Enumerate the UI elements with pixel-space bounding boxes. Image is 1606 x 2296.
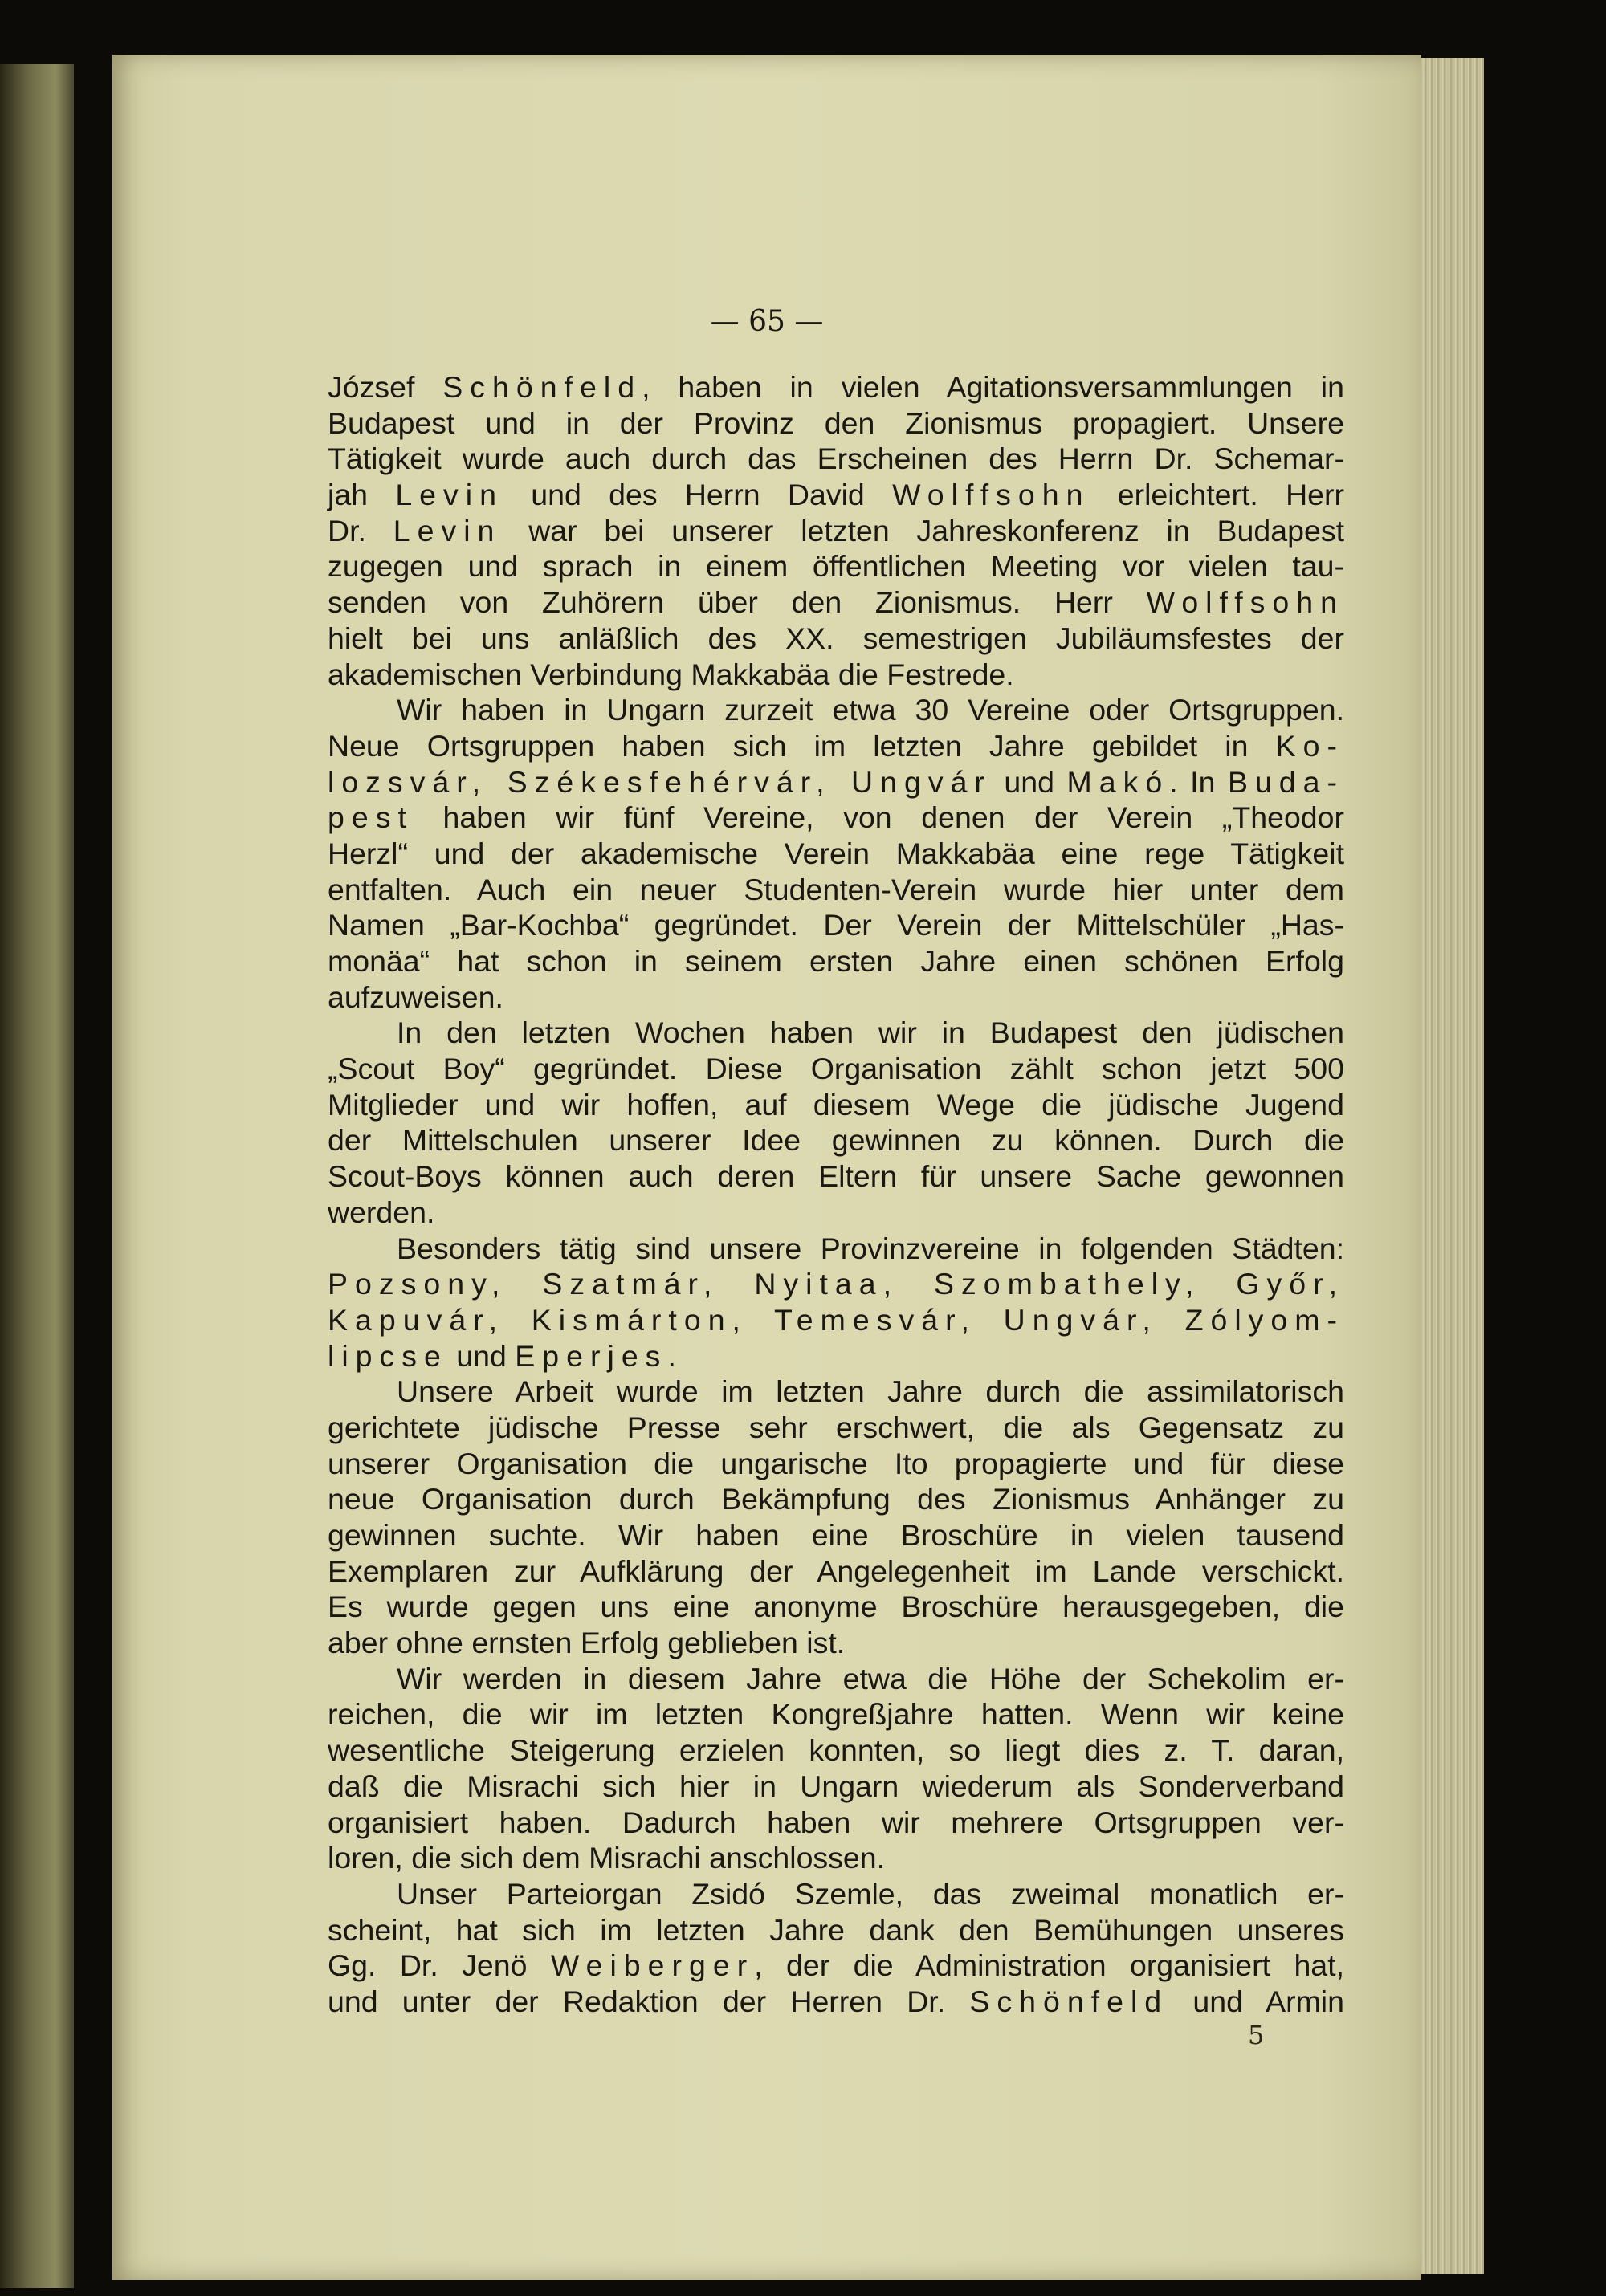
text-line bbox=[328, 872, 1344, 908]
text-line bbox=[328, 1769, 1344, 1805]
text-run: „Scout Boy“ gegründet. Diese Organisation zählt schon jetzt 500 bbox=[328, 1052, 1344, 1086]
text-line bbox=[328, 1051, 1344, 1087]
text-line bbox=[328, 477, 1344, 513]
spaced-name: Wolffsohn bbox=[892, 478, 1090, 512]
text-run: und unter der Redaktion der Herren Dr. bbox=[328, 1984, 970, 2018]
page-edges bbox=[1421, 58, 1484, 2274]
text-run: erleichtert. Herr bbox=[1090, 478, 1344, 512]
spaced-name: Levin bbox=[393, 513, 502, 548]
text-run: , haben in vielen Agitationsversammlungen in bbox=[642, 370, 1344, 404]
text-run: und Armin bbox=[1168, 1984, 1344, 2018]
text-run: Es wurde gegen uns eine anonyme Broschüre herausgegeben, die bbox=[328, 1590, 1344, 1624]
text-line bbox=[328, 1374, 1344, 1410]
text-run: unserer Organisation die ungarische Ito propagierte und für diese bbox=[328, 1446, 1344, 1480]
text-run: und des Herrn David bbox=[503, 478, 893, 512]
text-line bbox=[328, 513, 1344, 549]
text-line bbox=[328, 1122, 1344, 1158]
text-line bbox=[328, 979, 1344, 1016]
text-run: . In bbox=[1169, 764, 1228, 799]
text-run: entfalten. Auch ein neuer Studenten-Verein wurde hier unter dem bbox=[328, 872, 1344, 906]
text-run: Unsere Arbeit wurde im letzten Jahre durch die assimilatorisch bbox=[397, 1374, 1344, 1409]
spaced-name: Pozsony, Szatmár, Nyitaa, Szombathely, Győr, bbox=[328, 1267, 1344, 1301]
spaced-name: lipcse bbox=[328, 1338, 448, 1373]
text-line bbox=[328, 584, 1344, 621]
text-run: aufzuweisen. bbox=[328, 979, 503, 1014]
text-run: Namen „Bar-Kochba“ gegründet. Der Verein der Mittelschüler „Has- bbox=[328, 908, 1344, 942]
text-run: und bbox=[447, 1338, 516, 1373]
text-line bbox=[328, 1195, 1344, 1231]
text-run: gerichtete jüdische Presse sehr erschwert, die als Gegensatz zu bbox=[328, 1410, 1344, 1444]
spaced-name: Eperjes bbox=[515, 1338, 668, 1373]
text-line bbox=[328, 907, 1344, 943]
text-run: Besonders tätig sind unsere Provinzvereine in folgenden Städten: bbox=[397, 1231, 1344, 1265]
text-run: , der die Administration organisiert hat, bbox=[754, 1948, 1344, 1983]
text-run: Tätigkeit wurde auch durch das Erscheinen des Herrn Dr. Schemar- bbox=[328, 442, 1344, 476]
text-run: zugegen und sprach in einem öffentlichen Meeting vor vielen tau- bbox=[328, 549, 1344, 584]
text-run: Gg. Dr. Jenö bbox=[328, 1948, 551, 1983]
text-run: der Mittelschulen unserer Idee gewinnen zu können. Durch die bbox=[328, 1123, 1344, 1158]
text-line bbox=[328, 1553, 1344, 1590]
text-line bbox=[328, 657, 1344, 693]
text-run: Scout-Boys können auch deren Eltern für unsere Sache gewonnen bbox=[328, 1159, 1344, 1194]
text-run: Neue Ortsgruppen haben sich im letzten Jahre gebildet in bbox=[328, 728, 1276, 763]
text-line bbox=[328, 621, 1344, 657]
text-line bbox=[328, 369, 1344, 405]
text-run: loren, die sich dem Misrachi anschlossen. bbox=[328, 1841, 886, 1875]
text-line bbox=[328, 548, 1344, 584]
text-run: aber ohne ernsten Erfolg geblieben ist. bbox=[328, 1626, 846, 1660]
text-run: Wir werden in diesem Jahre etwa die Höhe der Schekolim er- bbox=[397, 1661, 1344, 1696]
text-run: senden von Zuhörern über den Zionismus. Herr bbox=[328, 585, 1147, 620]
text-line bbox=[328, 1410, 1344, 1446]
text-line bbox=[328, 1948, 1344, 1984]
spaced-name: Schönfeld bbox=[442, 370, 642, 404]
left-page-strip bbox=[0, 64, 74, 2288]
text-line bbox=[328, 1732, 1344, 1769]
text-line bbox=[328, 1266, 1344, 1302]
text-line bbox=[328, 1984, 1344, 2020]
text-line bbox=[328, 1302, 1344, 1338]
text-run: Unser Parteiorgan Zsidó Szemle, das zweimal monatlich er- bbox=[397, 1876, 1344, 1911]
spaced-name: Ko- bbox=[1275, 728, 1344, 763]
text-run: Dr. bbox=[328, 513, 393, 548]
text-line bbox=[328, 1805, 1344, 1841]
spaced-name: Schönfeld bbox=[969, 1984, 1169, 2018]
text-run: Budapest und in der Provinz den Zionismus propagiert. Unsere bbox=[328, 405, 1344, 440]
text-run: scheint, hat sich im letzten Jahre dank den Bemühungen unseres bbox=[328, 1912, 1344, 1947]
text-line bbox=[328, 1589, 1344, 1625]
spaced-name: Makó bbox=[1066, 764, 1170, 799]
text-run: Mitglieder und wir hoffen, auf diesem Wege die jüdische Jugend bbox=[328, 1087, 1344, 1122]
spaced-name: Kapuvár, Kismárton, Temesvár, Ungvár, Zólyom- bbox=[328, 1302, 1344, 1337]
text-line bbox=[328, 1338, 1344, 1374]
spaced-name: pest bbox=[328, 800, 414, 835]
text-line bbox=[328, 1481, 1344, 1517]
spaced-name: Buda- bbox=[1227, 764, 1345, 799]
text-line bbox=[328, 1912, 1344, 1948]
text-run: Herzl“ und der akademische Verein Makkabäa eine rege Tätigkeit bbox=[328, 836, 1344, 870]
text-run: Exemplaren zur Aufklärung der Angelegenheit im Lande verschickt. bbox=[328, 1553, 1344, 1588]
text-line bbox=[328, 728, 1344, 764]
page-number-header: — 65 — bbox=[710, 305, 824, 338]
text-run: reichen, die wir im letzten Kongreßjahre hatten. Wenn wir keine bbox=[328, 1697, 1344, 1732]
text-line bbox=[328, 1446, 1344, 1482]
text-run: monäa“ hat schon in seinem ersten Jahre einen schönen Erfolg bbox=[328, 944, 1344, 978]
text-line bbox=[328, 1015, 1344, 1051]
text-run: akademischen Verbindung Makkabäa die Festrede. bbox=[328, 657, 1014, 691]
text-line bbox=[328, 800, 1344, 836]
book-page bbox=[112, 55, 1421, 2280]
text-run: wesentliche Steigerung erzielen konnten, so liegt dies z. T. daran, bbox=[328, 1733, 1344, 1768]
spaced-name: Weiberger bbox=[550, 1948, 755, 1983]
text-line bbox=[328, 692, 1344, 728]
text-line bbox=[328, 1840, 1344, 1876]
text-line bbox=[328, 1661, 1344, 1697]
body-text bbox=[328, 369, 1344, 2020]
text-line bbox=[328, 1876, 1344, 1912]
text-line bbox=[328, 943, 1344, 979]
text-line bbox=[328, 441, 1344, 477]
text-line bbox=[328, 1087, 1344, 1123]
text-run: jah bbox=[328, 478, 396, 512]
text-run: Wir haben in Ungarn zurzeit etwa 30 Vereine oder Ortsgruppen. bbox=[397, 693, 1344, 727]
text-run: werden. bbox=[328, 1195, 435, 1229]
signature-mark: 5 bbox=[1248, 2020, 1265, 2050]
text-line bbox=[328, 405, 1344, 442]
text-run: und bbox=[991, 764, 1067, 799]
text-run: . bbox=[667, 1338, 676, 1373]
text-line bbox=[328, 1696, 1344, 1732]
text-line bbox=[328, 1517, 1344, 1553]
text-run: József bbox=[328, 370, 443, 404]
text-run: In den letzten Wochen haben wir in Budapest den jüdischen bbox=[397, 1016, 1344, 1050]
text-line bbox=[328, 1625, 1344, 1661]
text-run: gewinnen suchte. Wir haben eine Broschüre in vielen tausend bbox=[328, 1518, 1344, 1552]
text-run: daß die Misrachi sich hier in Ungarn wiederum als Sonderverband bbox=[328, 1769, 1344, 1803]
text-line bbox=[328, 1231, 1344, 1267]
spaced-name: Wolffsohn bbox=[1146, 585, 1344, 620]
text-line bbox=[328, 836, 1344, 872]
spaced-name: Levin bbox=[395, 478, 503, 512]
text-run: hielt bei uns anläßlich des XX. semestrigen Jubiläumsfestes der bbox=[328, 621, 1344, 655]
text-line bbox=[328, 764, 1344, 800]
spaced-name: lozsvár, Székesfehérvár, Ungvár bbox=[328, 764, 992, 799]
text-run: neue Organisation durch Bekämpfung des Zionismus Anhänger zu bbox=[328, 1482, 1344, 1516]
text-run: organisiert haben. Dadurch haben wir mehrere Ortsgruppen ver- bbox=[328, 1805, 1344, 1839]
text-run: war bei unserer letzten Jahreskonferenz in Budapest bbox=[501, 513, 1345, 548]
text-line bbox=[328, 1158, 1344, 1195]
text-run: haben wir fünf Vereine, von denen der Verein „Theodor bbox=[413, 800, 1344, 835]
